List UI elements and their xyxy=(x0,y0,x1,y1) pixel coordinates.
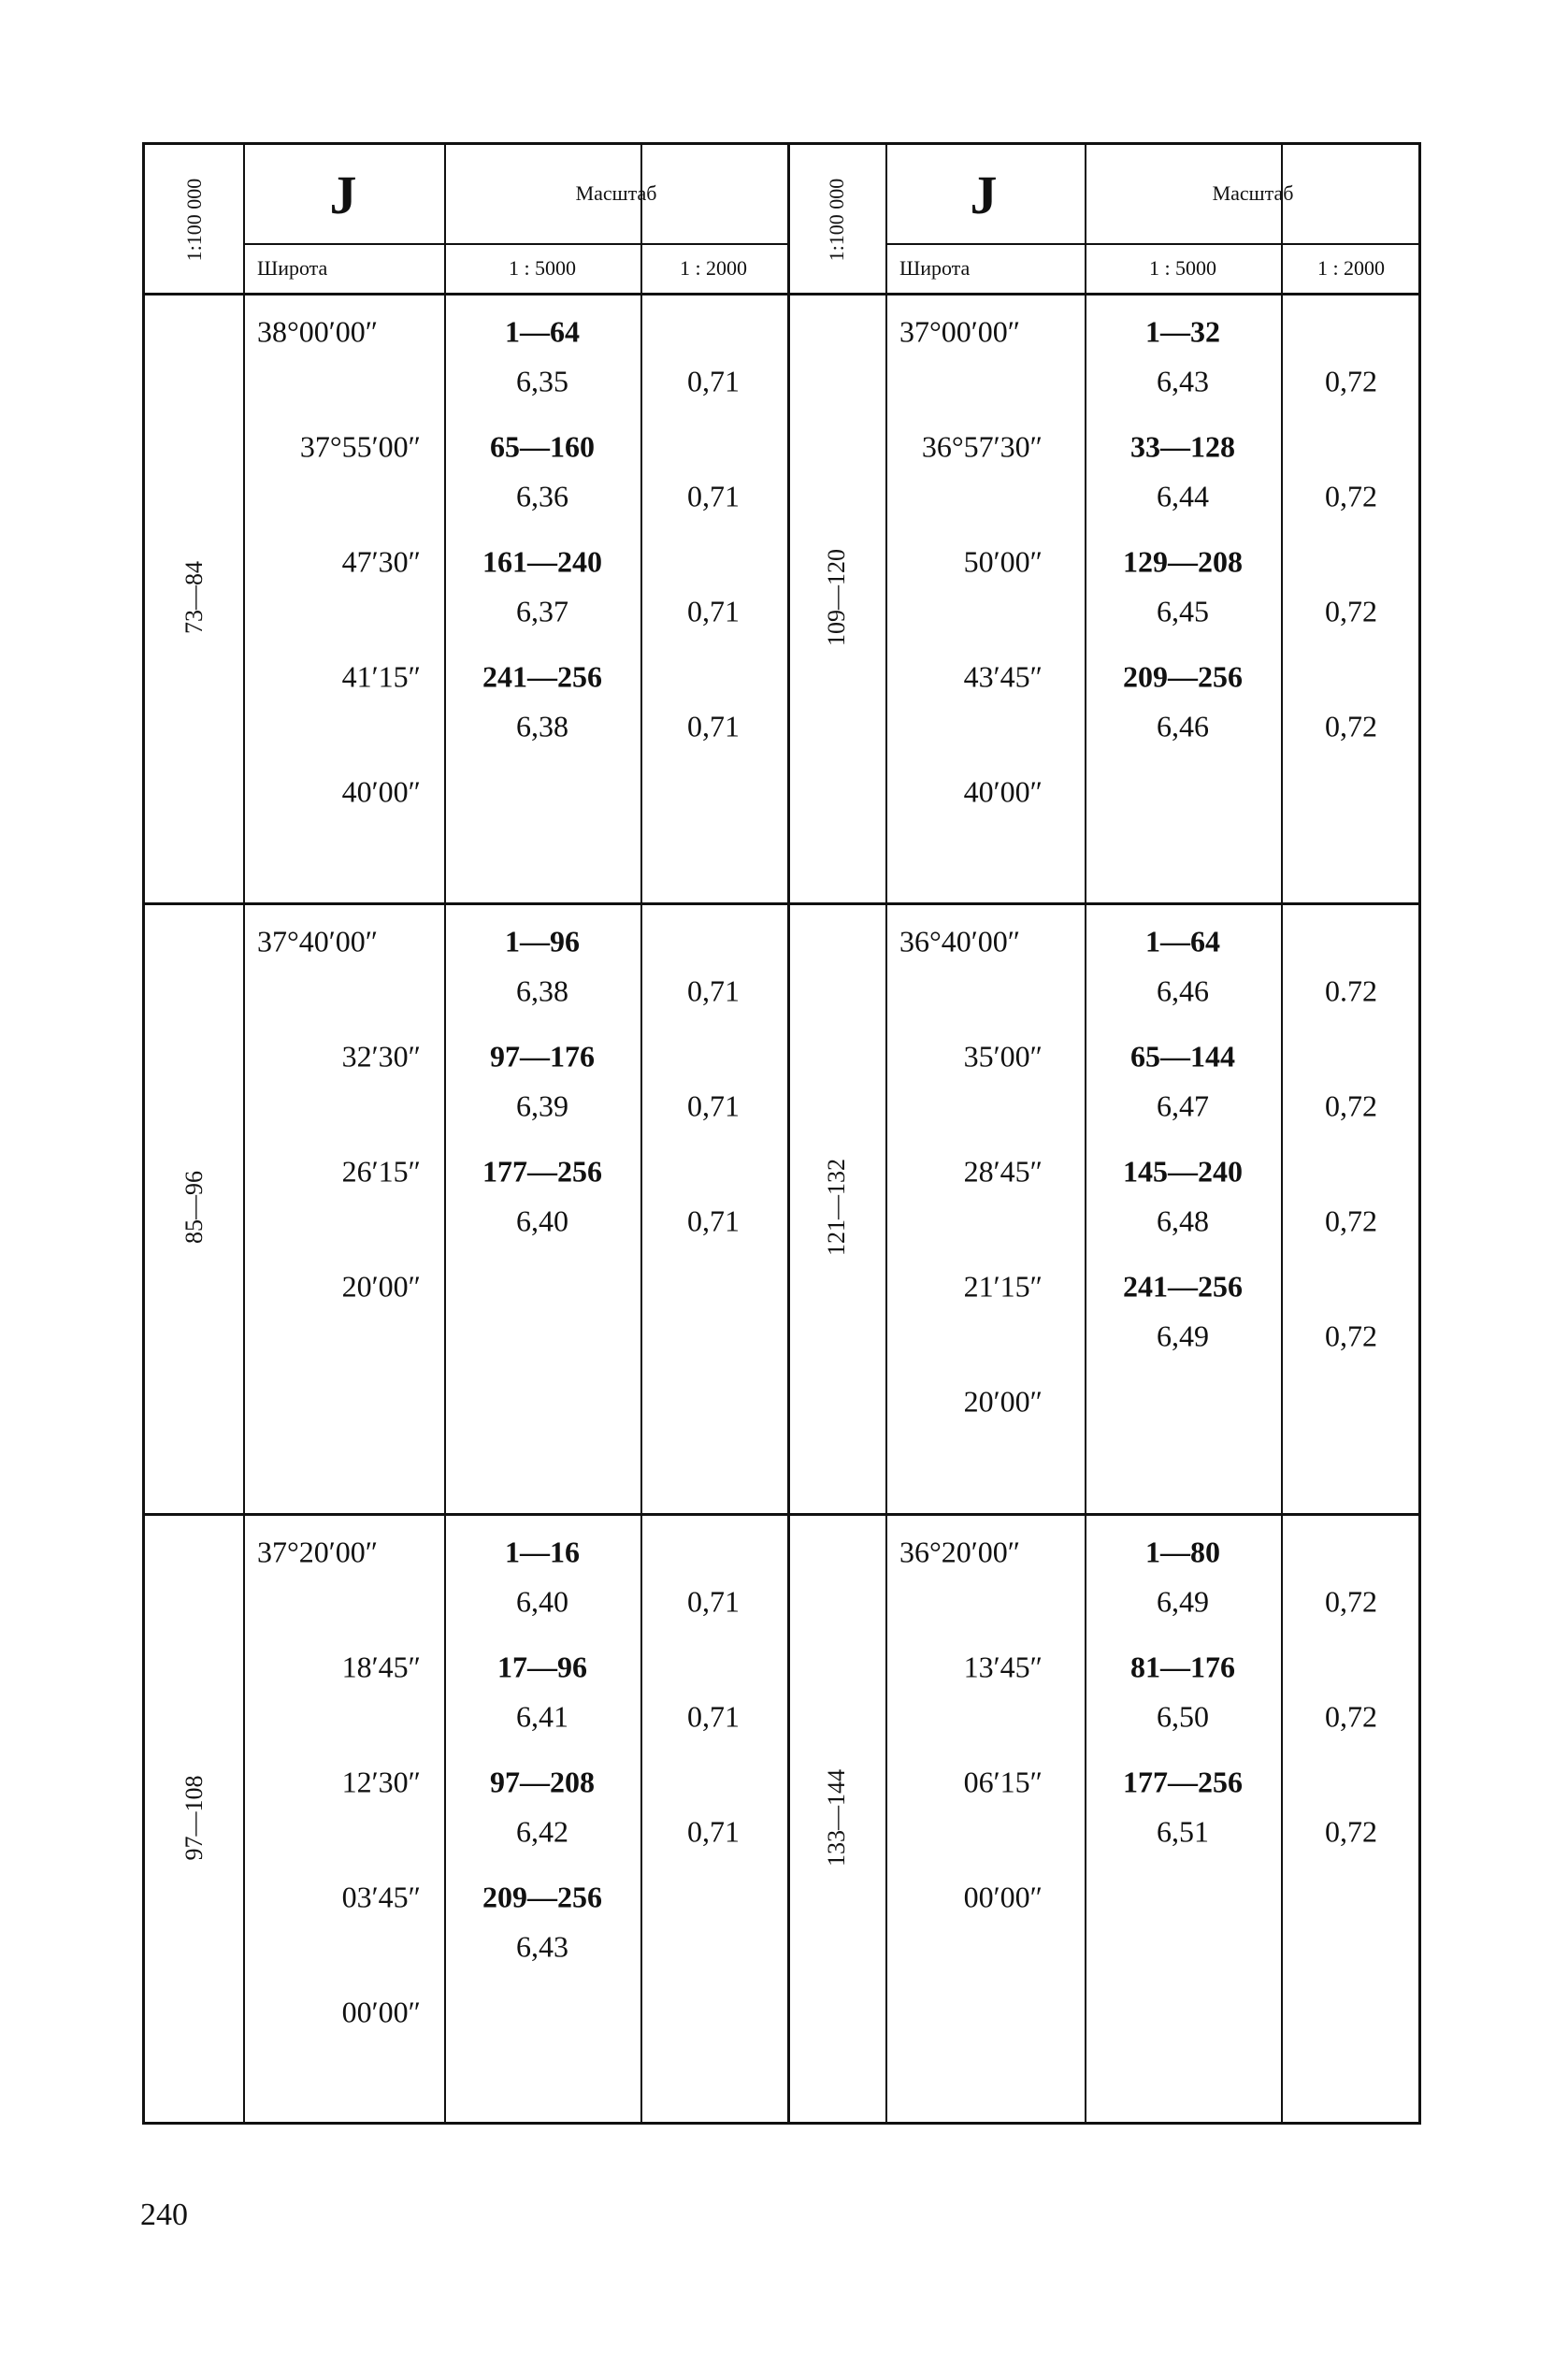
latitude-value: 38°00′00″ xyxy=(257,314,379,349)
sheet-range: 121—132 xyxy=(823,1159,850,1256)
value-1-2000: 0,72 xyxy=(1325,1814,1377,1849)
sheet-range-bold: 1—96 xyxy=(505,924,580,959)
header-divider xyxy=(243,243,787,245)
scale-table xyxy=(142,142,1421,2125)
latitude-value: 06′15″ xyxy=(963,1765,1043,1799)
latitude-value: 13′45″ xyxy=(963,1650,1043,1684)
sheet-range-bold: 65—144 xyxy=(1130,1039,1235,1074)
sheet-range-bold: 241—256 xyxy=(1123,1269,1243,1304)
latitude-value: 18′45″ xyxy=(341,1650,421,1684)
index-scale-label: 1:100 000 xyxy=(182,178,206,262)
sheet-range-bold: 241—256 xyxy=(482,659,602,694)
value-1-2000: 0,71 xyxy=(687,1584,740,1619)
latitude-value: 40′00″ xyxy=(963,774,1043,809)
sheet-range-bold: 145—240 xyxy=(1123,1154,1243,1189)
value-1-2000: 0.72 xyxy=(1325,973,1377,1008)
latitude-value: 41′15″ xyxy=(341,659,421,694)
header-bottom-line xyxy=(145,293,1418,296)
index-scale-label: 1:100 000 xyxy=(825,178,848,262)
latitude-value: 21′15″ xyxy=(963,1269,1043,1304)
block-divider xyxy=(145,1513,1418,1516)
sheet-range-bold: 1—64 xyxy=(1145,924,1220,959)
value-1-5000: 6,37 xyxy=(516,594,568,628)
value-1-5000: 6,43 xyxy=(516,1929,568,1964)
value-1-5000: 6,43 xyxy=(1157,364,1209,398)
page-number: 240 xyxy=(140,2198,188,2232)
value-1-2000: 0,72 xyxy=(1325,1584,1377,1619)
sheet-range-bold: 17—96 xyxy=(497,1650,587,1684)
value-1-5000: 6,47 xyxy=(1157,1088,1209,1123)
sheet-range-bold: 129—208 xyxy=(1123,544,1243,579)
latitude-value: 50′00″ xyxy=(963,544,1043,579)
sheet-range: 73—84 xyxy=(180,561,208,634)
header-divider xyxy=(885,243,1085,245)
value-1-2000: 0,72 xyxy=(1325,709,1377,743)
latitude-value: 00′00″ xyxy=(341,1995,421,2029)
col-divider xyxy=(1281,145,1283,2122)
value-1-5000: 6,41 xyxy=(516,1699,568,1734)
sheet-range-bold: 81—176 xyxy=(1130,1650,1235,1684)
scale-5000-label: 1 : 5000 xyxy=(508,256,577,280)
value-1-2000: 0,72 xyxy=(1325,1204,1377,1238)
value-1-5000: 6,51 xyxy=(1157,1814,1209,1849)
latitude-value: 36°20′00″ xyxy=(899,1535,1021,1569)
sheet-range-bold: 33—128 xyxy=(1130,429,1235,464)
value-1-5000: 6,39 xyxy=(516,1088,568,1123)
sheet-range-bold: 1—32 xyxy=(1145,314,1220,349)
zone-letter: J xyxy=(329,165,357,225)
block-divider xyxy=(145,902,1418,905)
sheet-range-bold: 177—256 xyxy=(482,1154,602,1189)
value-1-2000: 0,71 xyxy=(687,973,740,1008)
latitude-value: 40′00″ xyxy=(341,774,421,809)
latitude-value: 20′00″ xyxy=(341,1269,421,1304)
value-1-5000: 6,40 xyxy=(516,1204,568,1238)
value-1-5000: 6,44 xyxy=(1157,479,1209,513)
scale-5000-label: 1 : 5000 xyxy=(1148,256,1217,280)
latitude-label: Широта xyxy=(257,256,328,280)
value-1-5000: 6,49 xyxy=(1157,1584,1209,1619)
latitude-value: 12′30″ xyxy=(341,1765,421,1799)
latitude-value: 26′15″ xyxy=(341,1154,421,1189)
latitude-value: 43′45″ xyxy=(963,659,1043,694)
col-divider xyxy=(444,145,446,2122)
value-1-5000: 6,48 xyxy=(1157,1204,1209,1238)
latitude-value: 03′45″ xyxy=(341,1880,421,1914)
sheet-range: 97—108 xyxy=(180,1775,208,1861)
value-1-2000: 0,71 xyxy=(687,594,740,628)
value-1-5000: 6,45 xyxy=(1157,594,1209,628)
sheet-range: 133—144 xyxy=(823,1769,850,1867)
latitude-value: 36°57′30″ xyxy=(921,429,1043,464)
latitude-value: 28′45″ xyxy=(963,1154,1043,1189)
sheet-range: 109—120 xyxy=(823,549,850,646)
value-1-2000: 0,72 xyxy=(1325,479,1377,513)
sheet-range-bold: 177—256 xyxy=(1123,1765,1243,1799)
value-1-2000: 0,71 xyxy=(687,1699,740,1734)
sheet-range-bold: 65—160 xyxy=(490,429,595,464)
value-1-5000: 6,46 xyxy=(1157,709,1209,743)
value-1-5000: 6,36 xyxy=(516,479,568,513)
scale-label: Масштаб xyxy=(575,181,657,205)
sheet-range-bold: 97—176 xyxy=(490,1039,595,1074)
col-divider xyxy=(885,145,887,2122)
sheet-range-bold: 1—16 xyxy=(505,1535,580,1569)
value-1-5000: 6,42 xyxy=(516,1814,568,1849)
latitude-value: 37°20′00″ xyxy=(257,1535,379,1569)
value-1-5000: 6,50 xyxy=(1157,1699,1209,1734)
latitude-value: 32′30″ xyxy=(341,1039,421,1074)
latitude-value: 37°40′00″ xyxy=(257,924,379,959)
latitude-label: Широта xyxy=(899,256,971,280)
value-1-2000: 0,71 xyxy=(687,1204,740,1238)
header-divider xyxy=(1085,243,1421,245)
value-1-2000: 0,72 xyxy=(1325,1088,1377,1123)
value-1-2000: 0,71 xyxy=(687,709,740,743)
latitude-value: 36°40′00″ xyxy=(899,924,1021,959)
zone-letter: J xyxy=(970,165,998,225)
value-1-5000: 6,46 xyxy=(1157,973,1209,1008)
value-1-5000: 6,38 xyxy=(516,709,568,743)
scale-2000-label: 1 : 2000 xyxy=(1316,256,1386,280)
value-1-2000: 0,72 xyxy=(1325,594,1377,628)
latitude-value: 37°55′00″ xyxy=(299,429,421,464)
value-1-2000: 0,72 xyxy=(1325,364,1377,398)
value-1-2000: 0,71 xyxy=(687,479,740,513)
sheet-range: 85—96 xyxy=(180,1171,208,1244)
scale-label: Масштаб xyxy=(1212,181,1294,205)
sheet-range-bold: 97—208 xyxy=(490,1765,595,1799)
scale-2000-label: 1 : 2000 xyxy=(679,256,748,280)
sheet-range-bold: 1—80 xyxy=(1145,1535,1220,1569)
latitude-value: 20′00″ xyxy=(963,1384,1043,1419)
latitude-value: 47′30″ xyxy=(341,544,421,579)
sheet-range-bold: 209—256 xyxy=(482,1880,602,1914)
sheet-range-bold: 1—64 xyxy=(505,314,580,349)
value-1-2000: 0,71 xyxy=(687,1088,740,1123)
value-1-2000: 0,71 xyxy=(687,1814,740,1849)
value-1-5000: 6,40 xyxy=(516,1584,568,1619)
col-divider xyxy=(640,145,642,2122)
col-divider xyxy=(1085,145,1086,2122)
col-divider xyxy=(243,145,245,2122)
value-1-2000: 0,72 xyxy=(1325,1699,1377,1734)
value-1-5000: 6,49 xyxy=(1157,1319,1209,1353)
sheet-range-bold: 209—256 xyxy=(1123,659,1243,694)
half-divider xyxy=(787,145,790,2122)
value-1-2000: 0,72 xyxy=(1325,1319,1377,1353)
sheet-range-bold: 161—240 xyxy=(482,544,602,579)
value-1-5000: 6,38 xyxy=(516,973,568,1008)
latitude-value: 00′00″ xyxy=(963,1880,1043,1914)
latitude-value: 35′00″ xyxy=(963,1039,1043,1074)
latitude-value: 37°00′00″ xyxy=(899,314,1021,349)
value-1-2000: 0,71 xyxy=(687,364,740,398)
value-1-5000: 6,35 xyxy=(516,364,568,398)
